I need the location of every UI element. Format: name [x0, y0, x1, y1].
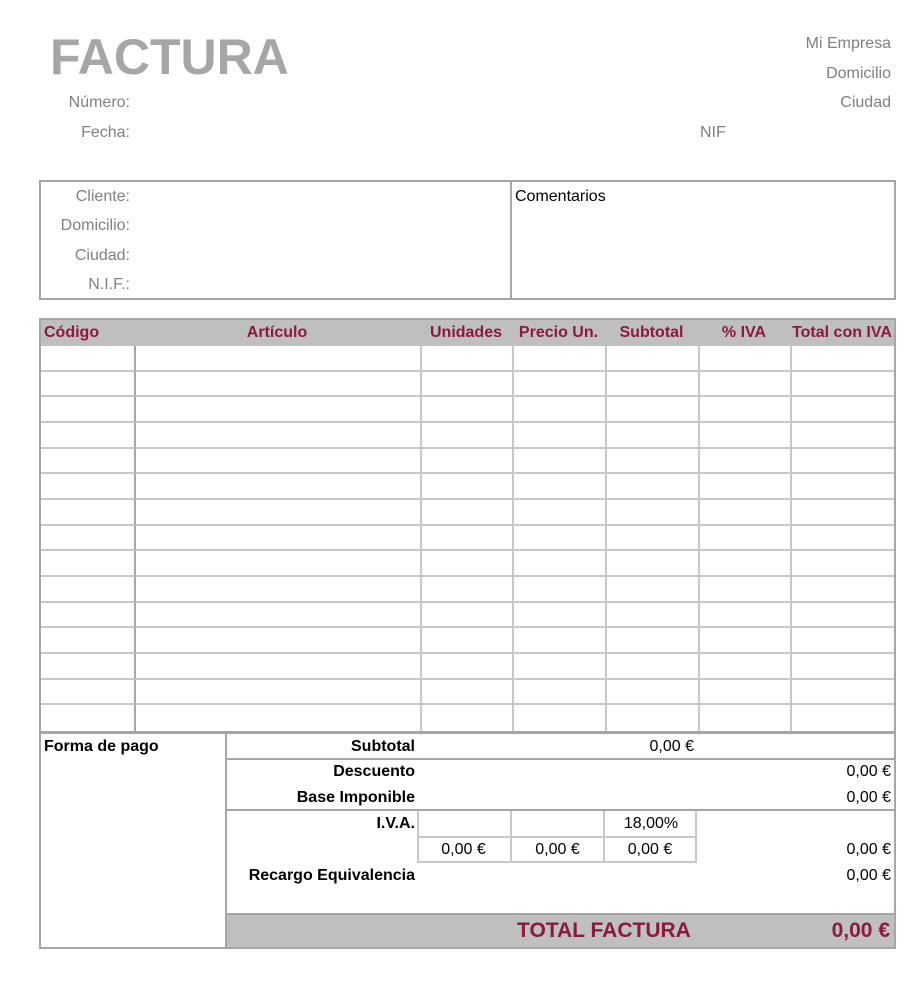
recargo-value: 0,00 €	[846, 867, 891, 884]
table-cell[interactable]	[790, 423, 894, 449]
base-imponible-label: Base Imponible	[296, 789, 415, 806]
table-cell[interactable]	[790, 603, 894, 629]
table-cell[interactable]	[134, 628, 420, 654]
table-cell[interactable]	[41, 346, 134, 372]
table-cell[interactable]	[134, 346, 420, 372]
table-cell[interactable]	[41, 397, 134, 423]
company-name: Mi Empresa	[805, 35, 891, 52]
table-cell[interactable]	[41, 551, 134, 577]
table-row	[41, 500, 894, 526]
table-row	[41, 474, 894, 500]
table-cell[interactable]	[420, 680, 512, 706]
total-label: TOTAL FACTURA	[517, 919, 691, 942]
table-cell[interactable]	[790, 397, 894, 423]
numero-label: Número:	[68, 94, 130, 111]
cliente-domicilio-label: Domicilio:	[60, 217, 130, 234]
table-cell[interactable]	[605, 551, 698, 577]
iva-grid-hline	[417, 836, 697, 838]
table-cell[interactable]	[512, 397, 605, 423]
table-row	[41, 372, 894, 398]
client-divider	[510, 182, 512, 298]
table-cell[interactable]	[420, 500, 512, 526]
table-cell[interactable]	[512, 551, 605, 577]
table-cell[interactable]	[698, 654, 790, 680]
table-cell[interactable]	[420, 423, 512, 449]
company-address: Domicilio	[826, 65, 891, 82]
table-cell[interactable]	[605, 628, 698, 654]
table-cell[interactable]	[698, 500, 790, 526]
table-cell[interactable]	[41, 680, 134, 706]
table-cell[interactable]	[41, 526, 134, 552]
table-cell[interactable]	[605, 680, 698, 706]
table-cell[interactable]	[420, 603, 512, 629]
table-cell[interactable]	[790, 500, 894, 526]
table-cell[interactable]	[41, 500, 134, 526]
client-box	[39, 180, 896, 300]
iva-total: 0,00 €	[846, 841, 891, 858]
table-row	[41, 654, 894, 680]
table-cell[interactable]	[698, 397, 790, 423]
table-cell[interactable]	[41, 603, 134, 629]
table-cell[interactable]	[512, 680, 605, 706]
table-cell[interactable]	[605, 372, 698, 398]
subtotal-value: 0,00 €	[649, 738, 694, 755]
table-cell[interactable]	[698, 526, 790, 552]
table-cell[interactable]	[605, 526, 698, 552]
table-cell[interactable]	[134, 526, 420, 552]
table-cell[interactable]	[134, 474, 420, 500]
table-cell[interactable]	[420, 526, 512, 552]
cliente-label: Cliente:	[75, 188, 130, 205]
table-cell[interactable]	[512, 372, 605, 398]
table-cell[interactable]	[790, 474, 894, 500]
table-row	[41, 346, 894, 372]
col-precio: Precio Un.	[518, 324, 599, 341]
base-imponible-value: 0,00 €	[846, 789, 891, 806]
table-row	[41, 397, 894, 423]
table-cell[interactable]	[512, 423, 605, 449]
table-cell[interactable]	[698, 551, 790, 577]
table-cell[interactable]	[790, 577, 894, 603]
table-cell[interactable]	[134, 603, 420, 629]
table-cell[interactable]	[605, 423, 698, 449]
table-cell[interactable]	[698, 603, 790, 629]
table-cell[interactable]	[512, 346, 605, 372]
col-iva: % IVA	[721, 324, 767, 341]
table-cell[interactable]	[790, 372, 894, 398]
table-cell[interactable]	[420, 449, 512, 475]
table-row	[41, 449, 894, 475]
table-cell[interactable]	[420, 474, 512, 500]
table-cell[interactable]	[698, 577, 790, 603]
subtotal-label: Subtotal	[351, 738, 415, 755]
table-cell[interactable]	[790, 654, 894, 680]
table-cell[interactable]	[41, 474, 134, 500]
table-cell[interactable]	[605, 500, 698, 526]
table-cell[interactable]	[790, 449, 894, 475]
table-cell[interactable]	[134, 577, 420, 603]
table-cell[interactable]	[134, 449, 420, 475]
table-cell[interactable]	[790, 680, 894, 706]
total-bar	[227, 913, 894, 947]
table-cell[interactable]	[41, 449, 134, 475]
col-total-iva: Total con IVA	[792, 324, 892, 341]
table-cell[interactable]	[420, 397, 512, 423]
table-row	[41, 577, 894, 603]
col-unidades: Unidades	[429, 324, 502, 341]
table-cell[interactable]	[134, 372, 420, 398]
forma-pago-label: Forma de pago	[44, 738, 159, 755]
items-table-header	[41, 320, 894, 346]
table-cell[interactable]	[512, 654, 605, 680]
table-cell[interactable]	[134, 705, 420, 731]
table-row	[41, 551, 894, 577]
table-row	[41, 423, 894, 449]
table-cell[interactable]	[420, 551, 512, 577]
table-row	[41, 526, 894, 552]
table-cell[interactable]	[698, 474, 790, 500]
table-cell[interactable]	[134, 423, 420, 449]
table-cell[interactable]	[41, 628, 134, 654]
items-table	[39, 318, 896, 733]
table-cell[interactable]	[41, 372, 134, 398]
table-cell[interactable]	[605, 654, 698, 680]
table-cell[interactable]	[605, 603, 698, 629]
table-cell[interactable]	[605, 397, 698, 423]
items-table-body	[41, 346, 894, 731]
table-cell[interactable]	[134, 551, 420, 577]
table-cell[interactable]	[512, 628, 605, 654]
table-cell[interactable]	[605, 705, 698, 731]
table-cell[interactable]	[698, 372, 790, 398]
table-cell[interactable]	[420, 346, 512, 372]
table-cell[interactable]	[420, 654, 512, 680]
table-cell[interactable]	[420, 628, 512, 654]
table-cell[interactable]	[512, 526, 605, 552]
table-cell[interactable]	[605, 577, 698, 603]
cliente-nif-label: N.I.F.:	[88, 276, 130, 293]
table-cell[interactable]	[512, 449, 605, 475]
table-cell[interactable]	[790, 346, 894, 372]
table-cell[interactable]	[420, 577, 512, 603]
comentarios-label: Comentarios	[515, 188, 606, 205]
table-row	[41, 628, 894, 654]
iva-label: I.V.A.	[376, 815, 415, 832]
table-cell[interactable]	[512, 603, 605, 629]
table-cell[interactable]	[41, 654, 134, 680]
iva-rate: 18,00%	[623, 815, 679, 832]
table-row	[41, 603, 894, 629]
table-cell[interactable]	[698, 680, 790, 706]
table-cell[interactable]	[420, 372, 512, 398]
table-cell[interactable]	[512, 474, 605, 500]
fecha-label: Fecha:	[81, 124, 130, 141]
table-cell[interactable]	[605, 449, 698, 475]
company-nif: NIF	[700, 124, 726, 141]
table-cell[interactable]	[698, 449, 790, 475]
table-cell[interactable]	[134, 654, 420, 680]
table-cell[interactable]	[698, 628, 790, 654]
table-cell[interactable]	[605, 474, 698, 500]
table-cell[interactable]	[134, 680, 420, 706]
iva-cell-3: 0,00 €	[627, 841, 673, 858]
iva-cell-1: 0,00 €	[441, 841, 486, 858]
table-cell[interactable]	[134, 500, 420, 526]
col-codigo: Código	[44, 324, 100, 341]
cliente-ciudad-label: Ciudad:	[74, 247, 130, 264]
table-row	[41, 680, 894, 706]
table-cell[interactable]	[420, 705, 512, 731]
table-cell[interactable]	[698, 346, 790, 372]
iva-cell-2: 0,00 €	[535, 841, 580, 858]
table-cell[interactable]	[512, 500, 605, 526]
table-cell[interactable]	[605, 346, 698, 372]
table-cell[interactable]	[790, 526, 894, 552]
recargo-label: Recargo Equivalencia	[248, 867, 415, 884]
invoice-title: FACTURA	[50, 29, 289, 85]
total-value: 0,00 €	[831, 919, 890, 942]
totals-line-1	[227, 758, 894, 760]
table-cell[interactable]	[41, 577, 134, 603]
table-cell[interactable]	[698, 423, 790, 449]
descuento-label: Descuento	[333, 763, 415, 780]
table-cell[interactable]	[134, 397, 420, 423]
company-city: Ciudad	[840, 94, 891, 111]
table-cell[interactable]	[698, 705, 790, 731]
table-cell[interactable]	[790, 551, 894, 577]
descuento-value: 0,00 €	[846, 763, 891, 780]
table-cell[interactable]	[790, 628, 894, 654]
table-cell[interactable]	[512, 705, 605, 731]
col-subtotal: Subtotal	[619, 324, 684, 341]
table-cell[interactable]	[790, 705, 894, 731]
table-cell[interactable]	[512, 577, 605, 603]
table-cell[interactable]	[41, 705, 134, 731]
table-row	[41, 705, 894, 731]
col-articulo: Artículo	[246, 324, 308, 341]
table-cell[interactable]	[41, 423, 134, 449]
